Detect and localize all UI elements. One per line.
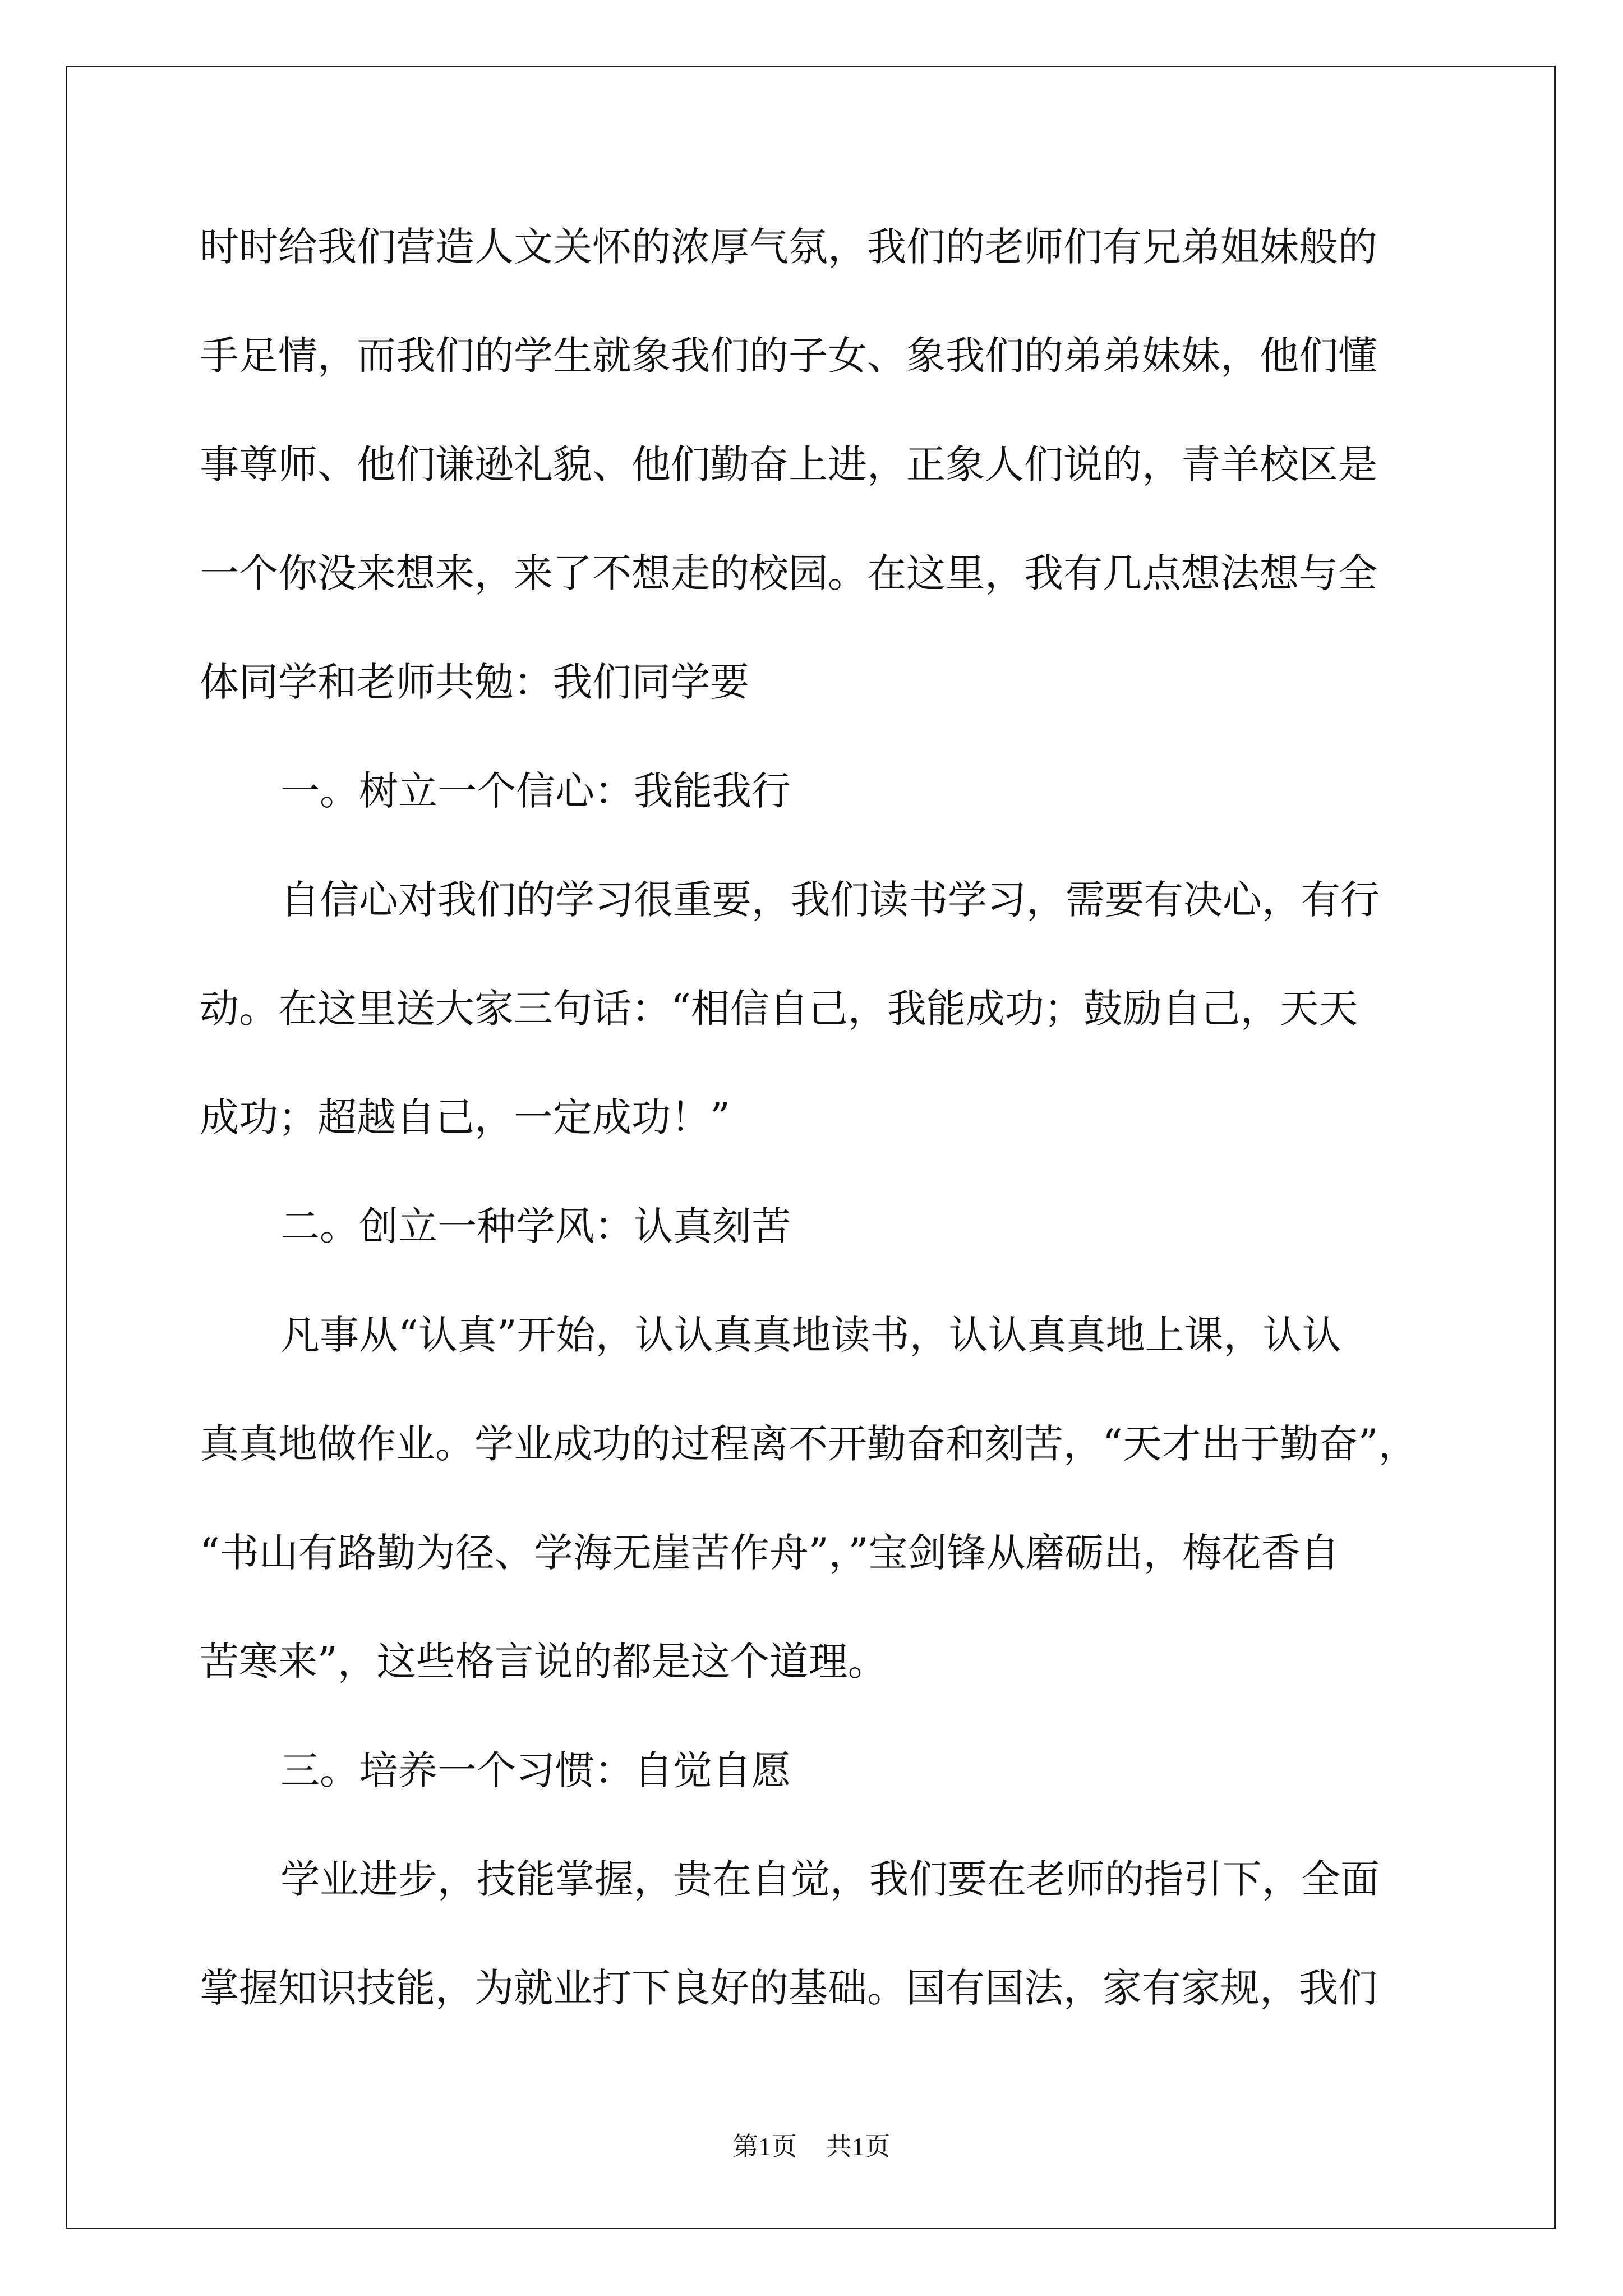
- section-heading: 三。培养一个习惯：自觉自愿: [280, 1747, 791, 1793]
- text-line: 凡事从“认真”开始，认认真真地读书，认认真真地上课，认认: [280, 1312, 1341, 1358]
- text-line: 苦寒来”，这些格言说的都是这个道理。: [200, 1639, 887, 1685]
- text-line: 真真地做作业。学业成功的过程离不开勤奋和刻苦，“天才出于勤奋”，: [200, 1421, 1418, 1467]
- text-line: 自信心对我们的学习很重要，我们读书学习，需要有决心，有行: [280, 877, 1380, 923]
- page-number: 第1页: [732, 2132, 797, 2161]
- page-total: 共1页: [826, 2132, 891, 2161]
- text-line: 掌握知识技能，为就业打下良好的基础。国有国法，家有家规，我们: [200, 1965, 1377, 2011]
- document-body: [200, 202, 1433, 2052]
- text-line: 学业进步，技能掌握，贵在自觉，我们要在老师的指引下，全面: [280, 1856, 1380, 1902]
- text-line: 体同学和老师共勉：我们同学要: [200, 659, 749, 705]
- page-footer: [0, 2126, 1623, 2163]
- text-line: 时时给我们营造人文关怀的浓厚气氛，我们的老师们有兄弟姐妹般的: [200, 224, 1377, 270]
- text-line: “书山有路勤为径、学海无崖苦作舟”，”宝剑锋从磨砺出，梅花香自: [200, 1530, 1340, 1576]
- text-line: 动。在这里送大家三句话：“相信自己，我能成功；鼓励自己，天天: [200, 986, 1358, 1032]
- section-heading: 二。创立一种学风：认真刻苦: [280, 1203, 791, 1249]
- text-line: 成功；超越自己，一定成功！”: [200, 1094, 730, 1140]
- text-line: 手足情，而我们的学生就象我们的子女、象我们的弟弟妹妹，他们懂: [200, 333, 1377, 379]
- text-line: 一个你没来想来，来了不想走的校园。在这里，我有几点想法想与全: [200, 550, 1377, 596]
- section-heading: 一。树立一个信心：我能我行: [280, 768, 791, 814]
- text-line: 事尊师、他们谦逊礼貌、他们勤奋上进，正象人们说的，青羊校区是: [200, 441, 1377, 487]
